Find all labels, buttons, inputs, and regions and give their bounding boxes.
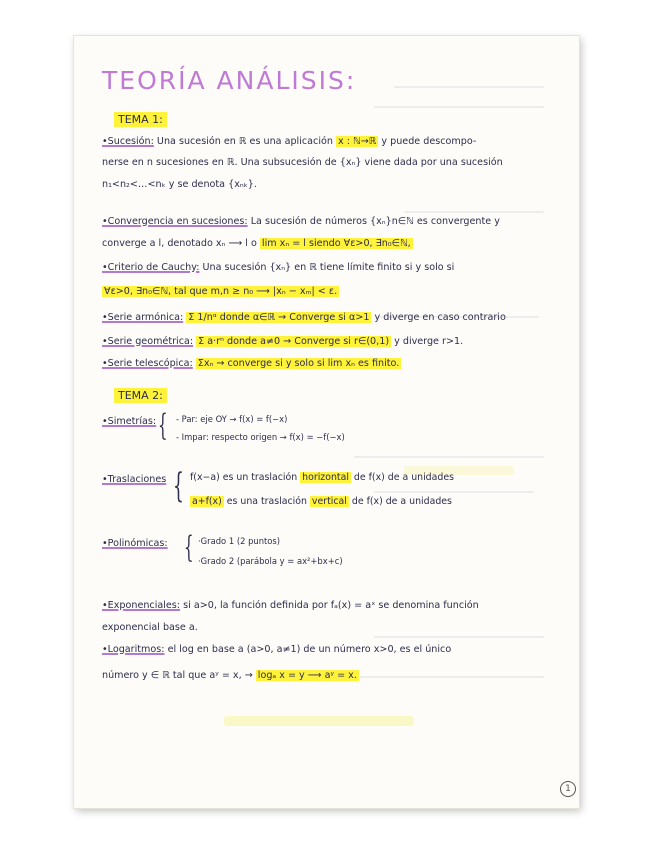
exponenciales-line-1 — [102, 600, 479, 611]
simetrias-par: - Par: eje OY → f(x) = f(−x) — [176, 414, 288, 424]
traslaciones-horizontal — [190, 472, 454, 483]
armonica-term: •Serie armónica: — [102, 312, 184, 323]
cauchy-line-1 — [102, 262, 454, 273]
traslaciones-vertical — [190, 496, 452, 507]
polinomicas-term: •Polinómicas: — [102, 538, 168, 549]
simetrias-term-line — [102, 416, 156, 427]
polinomicas-term-line — [102, 538, 168, 549]
logaritmos-line-1 — [102, 644, 451, 655]
simetrias-brace: { — [158, 408, 168, 443]
bleed-through-line — [354, 676, 544, 678]
simetrias-term: •Simetrías: — [102, 416, 157, 427]
logaritmos-highlight: logₐ x = y ⟶ aʸ = x. — [257, 670, 357, 681]
convergencia-text: La sucesión de números {xₙ}n∈ℕ es convergente y — [250, 216, 500, 227]
bleed-through-line — [374, 491, 534, 493]
sucesion-line-1 — [102, 136, 476, 147]
simetrias-impar: - Impar: respecto origen → f(x) = −f(−x) — [176, 432, 345, 442]
tema-2-heading: TEMA 2: — [114, 388, 167, 403]
sucesion-text: Una sucesión en ℝ es una aplicación — [156, 136, 333, 147]
convergencia-line-1 — [102, 216, 500, 227]
logaritmos-text: el log en base a (a>0, a≠1) de un número x>0, es el único — [167, 644, 452, 655]
polinomicas-brace: { — [184, 530, 194, 565]
geometrica-line — [102, 336, 463, 347]
sucesion-term: •Sucesión: — [102, 136, 154, 147]
telescopica-highlight: Σxₙ → converge si y solo si lim xₙ es finito. — [197, 358, 400, 369]
bleed-through-highlight — [224, 716, 414, 726]
bleed-through-line — [404, 211, 544, 213]
geometrica-text: y diverge r>1. — [394, 336, 464, 347]
traslaciones-brace: { — [173, 466, 184, 506]
bleed-through-line — [374, 106, 544, 108]
logaritmos-term: •Logaritmos: — [102, 644, 165, 655]
exponenciales-line-2: exponencial base a. — [102, 622, 198, 633]
armonica-text: y diverge en caso contrario — [374, 312, 506, 323]
convergencia-text: converge a l, denotado xₙ ⟶ l o — [102, 238, 257, 249]
page-title: TEORÍA ANÁLISIS: — [102, 66, 357, 95]
sucesion-line-3: n₁<n₂<…<nₖ y se denota {xₙₖ}. — [102, 179, 257, 190]
exponenciales-term: •Exponenciales: — [102, 600, 181, 611]
telescopica-line — [102, 358, 401, 369]
traslaciones-text: f(x−a) es un traslación — [190, 472, 298, 483]
sucesion-text: y puede descompo- — [381, 136, 477, 147]
traslaciones-text: de f(x) de a unidades — [353, 472, 454, 483]
logaritmos-text: número y ∈ ℝ tal que aʸ = x, → — [102, 670, 253, 681]
traslaciones-expr-highlight: a+f(x) — [192, 496, 222, 507]
cauchy-line-2 — [102, 286, 339, 297]
sucesion-highlight: x : ℕ→ℝ — [338, 136, 377, 147]
bleed-through-line — [374, 636, 544, 638]
convergencia-highlight: lim xₙ = l siendo ∀ε>0, ∃n₀∈ℕ, — [261, 238, 411, 249]
traslaciones-text: es una traslación — [226, 496, 307, 507]
polinomicas-grado-2: ·Grado 2 (parábola y = ax²+bx+c) — [198, 556, 343, 566]
armonica-highlight: Σ 1/nᵅ donde α∈ℝ → Converge si α>1 — [188, 312, 370, 323]
armonica-line — [102, 312, 506, 323]
bleed-through-line — [394, 86, 544, 88]
convergencia-line-2 — [102, 238, 413, 249]
sucesion-line-2: nerse en n sucesiones en ℝ. Una subsucesión de {xₙ} viene dada por una sucesión — [102, 157, 503, 168]
convergencia-term: •Convergencia en sucesiones: — [102, 216, 248, 227]
bleed-through-line — [354, 456, 544, 458]
page-number: 1 — [560, 781, 576, 797]
traslaciones-highlight: horizontal — [302, 472, 349, 483]
traslaciones-term-line — [102, 474, 166, 485]
traslaciones-highlight: vertical — [311, 496, 347, 507]
tema-1-heading: TEMA 1: — [114, 112, 167, 127]
geometrica-highlight: Σ a·rⁿ donde a≠0 → Converge si r∈(0,1) — [198, 336, 390, 347]
polinomicas-grado-1: ·Grado 1 (2 puntos) — [198, 536, 281, 546]
cauchy-text: Una sucesión {xₙ} en ℝ tiene límite finito si y solo si — [202, 262, 455, 273]
cauchy-term: •Criterio de Cauchy: — [102, 262, 200, 273]
telescopica-term: •Serie telescópica: — [102, 358, 193, 369]
notebook-page — [74, 36, 579, 808]
logaritmos-line-2 — [102, 670, 359, 681]
traslaciones-term: •Traslaciones — [102, 474, 167, 485]
geometrica-term: •Serie geométrica: — [102, 336, 194, 347]
cauchy-highlight: ∀ε>0, ∃n₀∈ℕ, tal que m,n ≥ n₀ ⟶ |xₙ − xₘ| < ε. — [104, 286, 338, 297]
traslaciones-text: de f(x) de a unidades — [351, 496, 452, 507]
exponenciales-text: si a>0, la función definida por fₐ(x) = aˣ se denomina función — [183, 600, 479, 611]
